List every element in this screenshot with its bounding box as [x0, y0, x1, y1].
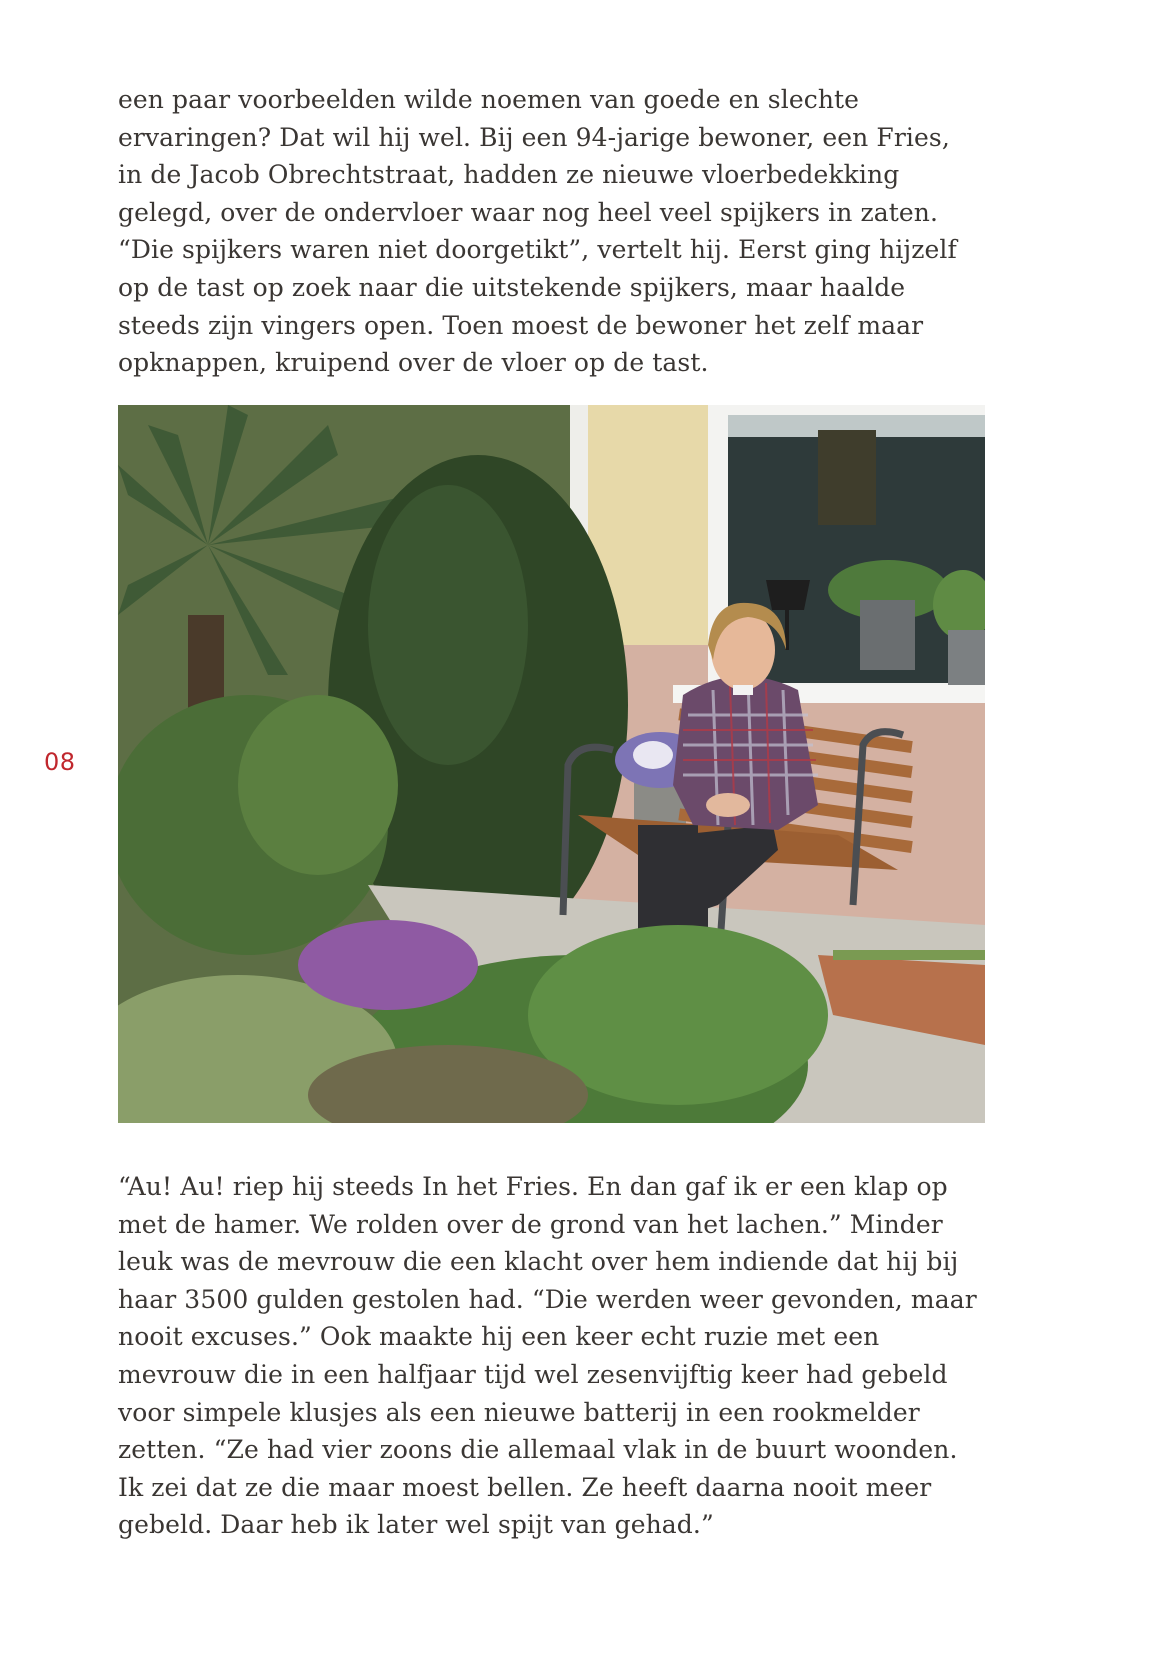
text-line: steeds zijn vingers open. Toen moest de bewoner het zelf maar: [118, 310, 924, 340]
text-line: nooit excuses.” Ook maakte hij een keer echt ruzie met een: [118, 1322, 880, 1352]
garden-bench-photo: [118, 405, 985, 1123]
paragraph-bottom: [118, 1168, 998, 1544]
paragraph-top: [118, 81, 998, 382]
text-line: “Au! Au! riep hij steeds In het Fries. En dan gaf ik er een klap op: [118, 1172, 948, 1201]
text-line: ervaringen? Dat wil hij wel. Bij een 94-jarige bewoner, een Fries,: [118, 122, 950, 152]
text-line: voor simpele klusjes als een nieuwe batterij in een rookmelder: [118, 1397, 920, 1427]
text-line: gebeld. Daar heb ik later wel spijt van gehad.”: [118, 1510, 714, 1540]
text-line: opknappen, kruipend over de vloer op de tast.: [118, 348, 709, 378]
page-number: 08: [44, 748, 76, 776]
text-line: zetten. “Ze had vier zoons die allemaal vlak in de buurt woonden.: [118, 1435, 958, 1465]
text-line: leuk was de mevrouw die een klacht over hem indiende dat hij bij: [118, 1247, 959, 1277]
text-line: met de hamer. We rolden over de grond van het lachen.” Minder: [118, 1209, 943, 1239]
text-line: “Die spijkers waren niet doorgetikt”, vertelt hij. Eerst ging hijzelf: [118, 235, 957, 265]
text-line: haar 3500 gulden gestolen had. “Die werden weer gevonden, maar: [118, 1284, 977, 1314]
text-line: Ik zei dat ze die maar moest bellen. Ze heeft daarna nooit meer: [118, 1472, 932, 1502]
text-line: mevrouw die in een halfjaar tijd wel zesenvijftig keer had gebeld: [118, 1359, 948, 1389]
text-line: een paar voorbeelden wilde noemen van goede en slechte: [118, 85, 860, 114]
photo-illustration: [118, 405, 985, 1123]
text-line: in de Jacob Obrechtstraat, hadden ze nieuwe vloerbedekking: [118, 160, 900, 190]
text-line: gelegd, over de ondervloer waar nog heel veel spijkers in zaten.: [118, 197, 939, 227]
text-line: op de tast op zoek naar die uitstekende spijkers, maar haalde: [118, 272, 906, 302]
